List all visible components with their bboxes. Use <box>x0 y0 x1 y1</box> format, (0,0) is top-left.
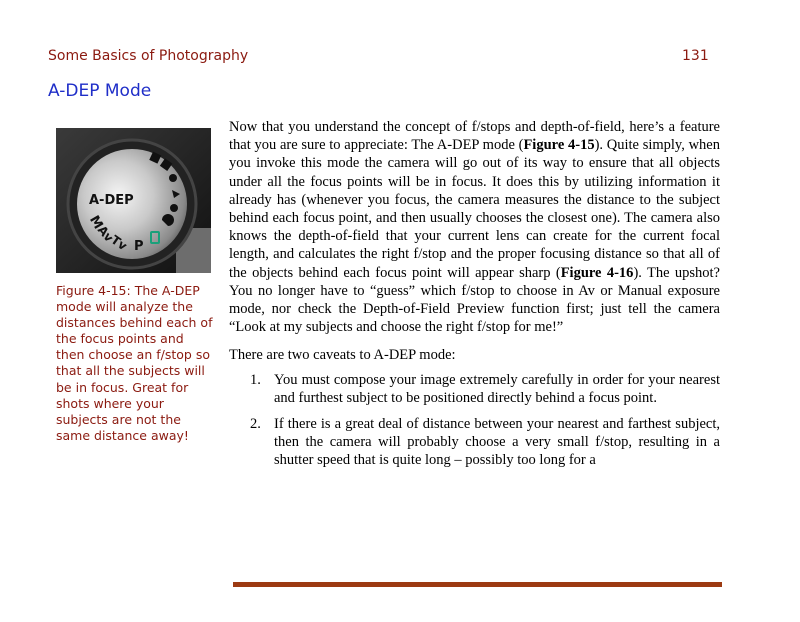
page-number: 131 <box>682 48 709 64</box>
figure-caption: Figure 4-15: The A-DEP mode will analyze the distances behind each of the focus points and then choose an f/stop so that all the subjects will be in focus. Great for shots where your subjects are not the same distance away! <box>56 283 213 443</box>
figure-ref-4-16: Figure 4-16 <box>560 264 634 281</box>
paragraph-caveats: There are two caveats to A-DEP mode: <box>229 347 456 364</box>
dial-label-m: M <box>86 213 106 233</box>
dial-label-adep: A-DEP <box>89 193 134 208</box>
dial-label-tv: Tv <box>108 232 130 254</box>
figure-ref-4-15: Figure 4-15 <box>523 137 595 154</box>
dial-label-av: Av <box>94 222 117 245</box>
footer-rule <box>233 582 722 587</box>
section-title: A-DEP Mode <box>48 81 152 101</box>
list-item: 1. You must compose your image extremely carefully in order for your nearest and furthest subject to be positioned directly behind a focus point. <box>250 371 720 406</box>
list-item: 2. If there is a great deal of distance between your nearest and farthest subject, then the camera will probably choose a very small f/stop, resulting in a shutter speed that is quite long – possibly too long for a <box>250 416 720 469</box>
mode-dial-photo <box>56 128 211 273</box>
body-text <box>229 118 720 478</box>
caveat-list <box>229 371 720 470</box>
running-title: Some Basics of Photography <box>48 48 249 64</box>
dial-label-p: P <box>134 239 144 254</box>
paragraph-intro: Now that you understand the concept of f/stops and depth-of-field, here’s a feature that you are sure to appreciate: The A-DEP mode (Figure 4-15). Quite simply, when you invoke this mode the camera will go out of its way to ensure that all objects under all the focus points will be in focus. It does this by utilizing information it already has (whenever you focus, the camera measures the distance to the subject behind each focus point, and then usually chooses the closest one). The camera also knows the depth-of-field that your current lens can create for the current focal length, and calculates the right f/stop and the proper focusing distance so that all of the objects behind each focus point will appear sharp (Figure 4-16). The upshot? You no longer have to “guess” which f/stop to choose in Av or Manual exposure mode, nor check the Depth-of-Field Preview function first; just tell the camera “Look at my subjects and choose the right f/stop for me!” <box>229 119 720 336</box>
